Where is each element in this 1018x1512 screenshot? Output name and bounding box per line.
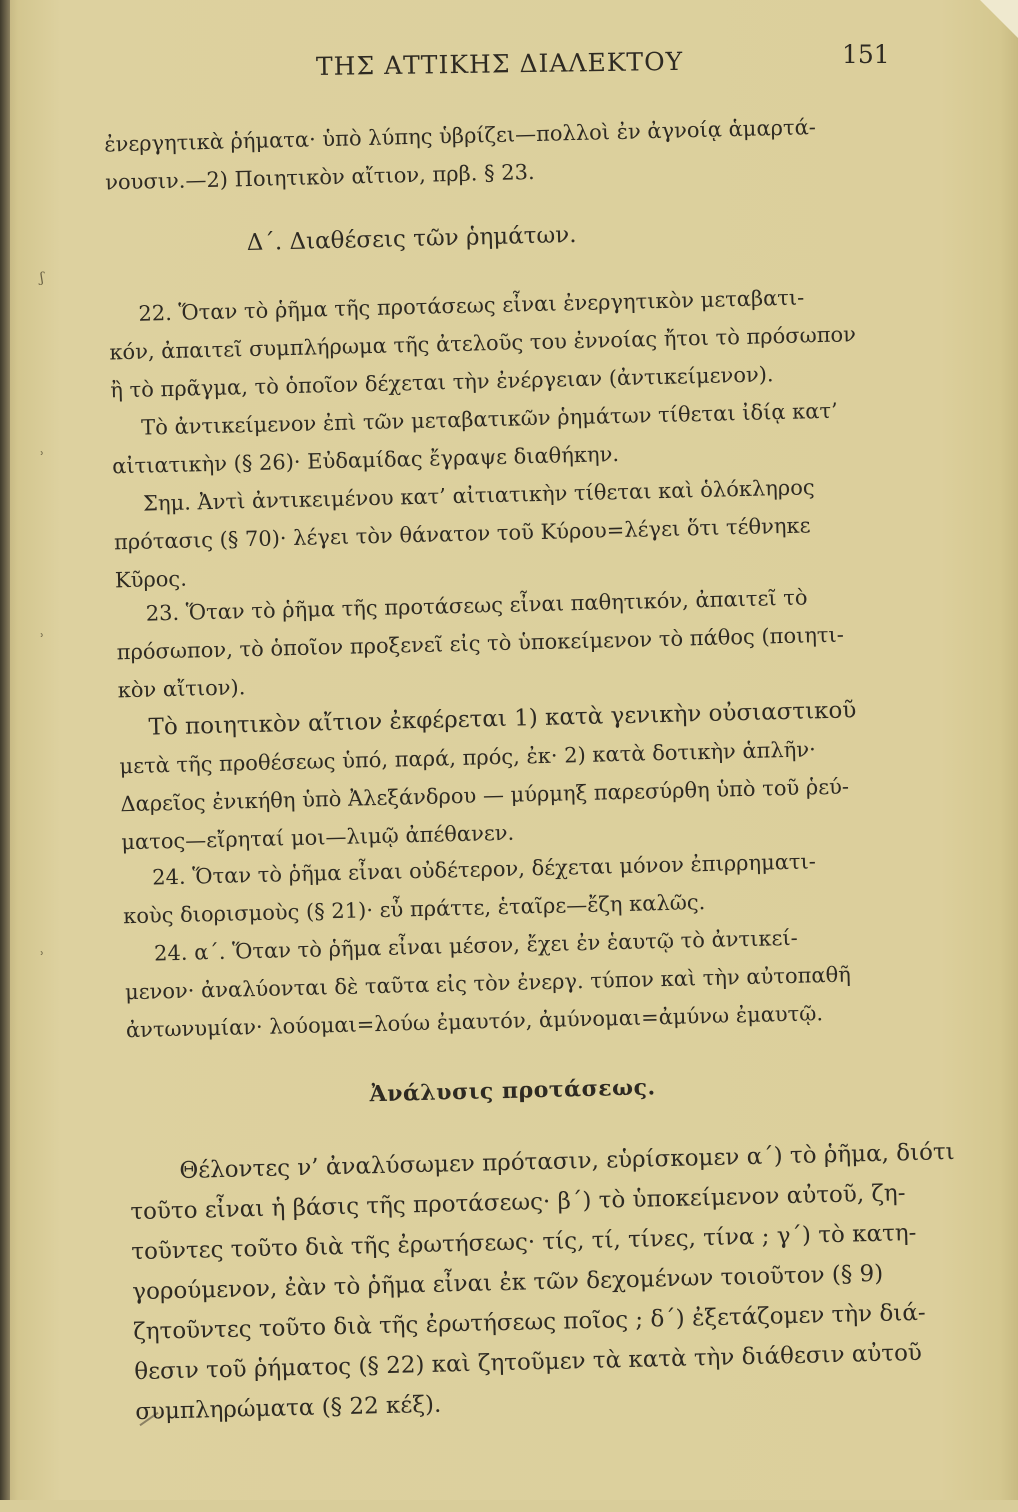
analysis-heading: Ἀνάλυσις προτάσεως. xyxy=(369,1074,656,1108)
text-line: μετὰ τῆς προθέσεως ὑπό, παρά, πρός, ἐκ· 2) κατὰ δοτικὴν ἁπλῆν· xyxy=(119,737,816,779)
text-line: κὸν αἴτιον). xyxy=(117,675,246,703)
text-line: ἐνεργητικὰ ῥήματα· ὑπὸ λύπης ὑβρίζει—πολλοὶ ἐν ἀγνοίᾳ ἁμαρτά- xyxy=(104,115,817,157)
text-line: ματος—εἴρηταί μοι—λιμῷ ἀπέθανεν. xyxy=(121,820,515,855)
margin-mark: ʾ xyxy=(40,450,45,466)
margin-mark: ʃ xyxy=(40,270,44,286)
text-line: 24. α΄. Ὅταν τὸ ῥῆμα εἶναι μέσον, ἔχει ἐν ἑαυτῷ τὸ ἀντικεί- xyxy=(153,925,798,966)
text-line: ἢ τὸ πρᾶγμα, τὸ ὁποῖον δέχεται τὴν ἐνέργειαν (ἀντικείμενον). xyxy=(110,362,774,403)
margin-mark: ʾ xyxy=(40,950,45,966)
text-line: τοῦτο εἶναι ἡ βάσις τῆς προτάσεως· β΄) τὸ ὑποκείμενον αὐτοῦ, ζη- xyxy=(130,1180,906,1226)
text-line: Δαρεῖος ἐνικήθη ὑπὸ Ἀλεξάνδρου — μύρμηξ παρεσύρθη ὑπὸ τοῦ ῥεύ- xyxy=(120,774,850,817)
text-line: γορούμενον, ἐὰν τὸ ῥῆμα εἶναι ἐκ τῶν δεχομένων τοιοῦτον (§ 9) xyxy=(132,1260,884,1306)
page-number: 151 xyxy=(842,40,890,69)
text-line: ἀντωνυμίαν· λούομαι=λούω ἐμαυτόν, ἀμύνομαι=ἀμύνω ἐμαυτῷ. xyxy=(125,1001,824,1043)
text-line: Κῦρος. xyxy=(114,566,188,593)
text-line: Θέλοντες ν’ ἀναλύσωμεν πρότασιν, εὑρίσκομεν α΄) τὸ ῥῆμα, διότι xyxy=(179,1139,955,1184)
text-line: συμπληρώματα (§ 22 κέξ). xyxy=(134,1391,442,1426)
text-line: Τὸ ἀντικείμενον ἐπὶ τῶν μεταβατικῶν ῥημάτων τίθεται ἰδίᾳ κατ’ xyxy=(140,398,839,440)
text-line: Σημ. Ἀντὶ ἀντικειμένου κατ’ αἰτιατικὴν τίθεται καὶ ὁλόκληρος xyxy=(142,475,815,516)
running-head: ΤΗΣ ΑΤΤΙΚΗΣ ΔΙΑΛΕΚΤΟΥ xyxy=(315,46,684,81)
text-line: κοὺς διορισμοὺς (§ 21)· εὖ πράττε, ἑταῖρε—ἔζη καλῶς. xyxy=(122,890,706,929)
text-line: ζητοῦντες τοῦτο διὰ τῆς ἐρωτήσεως ποῖος ; δ΄) ἐξετάζομεν τὴν διά- xyxy=(133,1299,926,1346)
text-line: τοῦντες τοῦτο διὰ τῆς ἐρωτήσεως· τίς, τί, τίνες, τίνα ; γ΄) τὸ κατη- xyxy=(131,1219,917,1266)
text-line: νουσιν.—2) Ποιητικὸν αἴτιον, πρβ. § 23. xyxy=(104,160,535,195)
text-line: πρόσωπον, τὸ ὁποῖον προξενεῖ εἰς τὸ ὑποκείμενον τὸ πάθος (ποιητι- xyxy=(116,622,845,665)
text-line: θεσιν τοῦ ῥήματος (§ 22) καὶ ζητοῦμεν τὰ κατὰ τὴν διάθεσιν αὐτοῦ xyxy=(133,1339,923,1386)
text-line: Τὸ ποιητικὸν αἴτιον ἐκφέρεται 1) κατὰ γενικὴν οὐσιαστικοῦ xyxy=(148,697,857,741)
margin-mark: ʾ xyxy=(40,632,45,648)
text-line: κόν, ἀπαιτεῖ συμπλήρωμα τῆς ἀτελοῦς του ἐννοίας ἤτοι τὸ πρόσωπον xyxy=(109,322,857,365)
text-line: 23. Ὅταν τὸ ῥῆμα τῆς προτάσεως εἶναι παθητικόν, ἀπαιτεῖ τὸ xyxy=(145,585,808,626)
text-line: μενον· ἀναλύονται δὲ ταῦτα εἰς τὸν ἐνεργ. τύπον καὶ τὴν αὐτοπαθῆ xyxy=(124,962,852,1005)
section-heading: Δ΄. Διαθέσεις τῶν ῥημάτων. xyxy=(246,221,577,257)
text-line: αἰτιατικὴν (§ 26)· Εὐδαμίδας ἔγραψε διαθήκην. xyxy=(111,442,620,479)
text-line: 22. Ὅταν τὸ ῥῆμα τῆς προτάσεως εἶναι ἐνεργητικὸν μεταβατι- xyxy=(138,285,805,326)
text-line: πρότασις (§ 70)· λέγει τὸν θάνατον τοῦ Κύρου=λέγει ὅτι τέθνηκε xyxy=(113,513,811,555)
text-line: 24. Ὅταν τὸ ῥῆμα εἶναι οὐδέτερον, δέχεται μόνον ἐπιρρηματι- xyxy=(151,849,817,890)
